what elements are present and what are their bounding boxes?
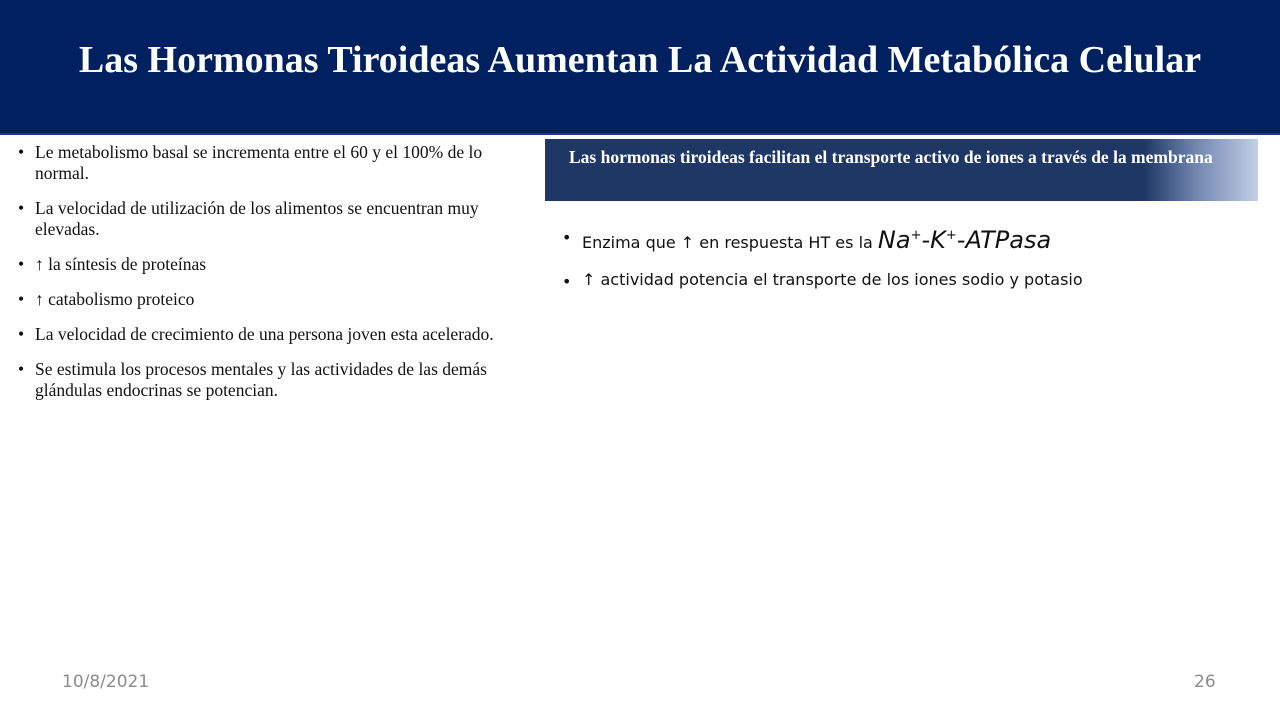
right-bullet-list: [562, 226, 1262, 305]
bullet-icon: •: [18, 324, 25, 344]
bullet-icon: •: [18, 359, 25, 379]
formula-na: Na: [877, 226, 911, 254]
list-item-text: La velocidad de utilización de los alimentos se encuentran muy elevadas.: [35, 198, 479, 239]
slide-title: Las Hormonas Tiroideas Aumentan La Actividad Metabólica Celular: [78, 39, 1202, 81]
list-item: [18, 359, 518, 401]
bullet-icon: •: [562, 228, 572, 247]
list-item-text: Enzima que ↑ en respuesta HT es la: [582, 233, 878, 252]
formula-sup: +: [945, 228, 957, 243]
formula-k: -K: [921, 226, 946, 254]
list-item-text: ↑ catabolismo proteico: [35, 289, 195, 309]
highlight-banner: [545, 139, 1258, 201]
formula-atpasa: -ATPasa: [956, 226, 1052, 254]
bullet-icon: •: [18, 289, 25, 309]
list-item: [18, 324, 518, 345]
list-item: [562, 226, 1262, 254]
list-item: [18, 142, 518, 184]
bullet-icon: •: [562, 272, 572, 291]
list-item: [562, 270, 1262, 289]
left-bullet-list: [18, 142, 518, 415]
page-number: 26: [1194, 672, 1216, 692]
formula-sup: +: [910, 228, 922, 243]
enzyme-formula: [878, 226, 1051, 254]
list-item-text: ↑ la síntesis de proteínas: [35, 254, 207, 274]
list-item-text: ↑ actividad potencia el transporte de los iones sodio y potasio: [582, 270, 1083, 289]
list-item-text: Se estimula los procesos mentales y las actividades de las demás glándulas endocrinas se potencian.: [35, 359, 487, 400]
list-item-text: Le metabolismo basal se incrementa entre el 60 y el 100% de lo normal.: [35, 142, 483, 183]
bullet-icon: •: [18, 198, 25, 218]
list-item: [18, 289, 518, 310]
footer-date: 10/8/2021: [62, 672, 150, 692]
title-bar: [0, 0, 1280, 135]
list-item: [18, 198, 518, 240]
list-item: [18, 254, 518, 275]
banner-text: Las hormonas tiroideas facilitan el transporte activo de iones a través de la membrana: [569, 147, 1213, 167]
bullet-icon: •: [18, 254, 25, 274]
list-item-text: La velocidad de crecimiento de una persona joven esta acelerado.: [35, 324, 494, 344]
bullet-icon: •: [18, 142, 25, 162]
